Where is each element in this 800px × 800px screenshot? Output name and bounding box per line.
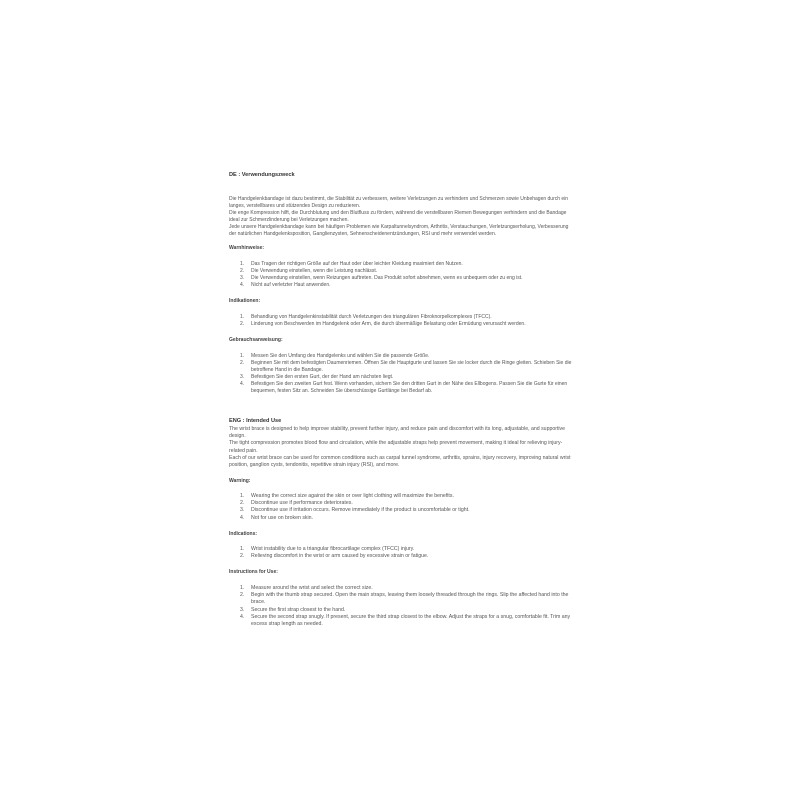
list-item: 1. Messen Sie den Umfang des Handgelenks und wählen Sie die passende Größe.	[240, 353, 430, 359]
list-item-text: Wrist instability due to a triangular fibrocartilage complex (TFCC) injury.	[251, 546, 415, 552]
en-intro-paragraph: The tight compression promotes blood flow and circulation, while the adjustable straps help prevent movement, making it ideal for relieving injury-related pain.	[229, 440, 563, 454]
en-section-title: ENG : Intended Use	[229, 418, 282, 424]
de-intro-paragraph: Jede unsere Handgelenkbandage kann bei häufigen Problemen wie Karpaltunnelsyndrom, Arthritis, Verstauchungen, Verletzungserholung, Verbesserung der natürlichen Handgelenksposition, Ganglienzysten, Sehnenscheidenentzündungen, RSI und mehr verwendet werden.	[229, 224, 569, 237]
de-intro-paragraph: Die enge Kompression hilft, die Durchblutung und den Blutfluss zu fördern, während die verstellbaren Riemen Bewegungen verhindern und die Bandage ideal zur Schmerzlinderung bei Verletzungen machen.	[229, 210, 567, 223]
list-item-text: Befestigen Sie den ersten Gurt, der der Hand am nächsten liegt.	[251, 374, 394, 380]
list-item: 1. Wrist instability due to a triangular fibrocartilage complex (TFCC) injury.	[240, 546, 415, 552]
de-warnings-heading: Warnhinweise:	[229, 245, 265, 251]
de-instructions-list	[229, 353, 574, 395]
list-item: 1. Das Tragen der richtigen Größe auf der Haut oder über leichter Kleidung maximiert den Nutzen.	[240, 261, 463, 267]
list-item: 4. Not for use on broken skin.	[240, 514, 313, 521]
list-item: 2. Relieving discomfort in the wrist or arm caused by excessive strain or fatigue.	[240, 553, 429, 560]
list-item-text: Die Verwendung einstellen, wenn die Leistung nachlässt.	[251, 268, 378, 274]
list-item: 2. Linderung von Beschwerden im Handgelenk oder Arm, die durch übermäßige Belastung oder Ermüdung verursacht werden.	[240, 321, 526, 327]
en-instructions-list	[229, 585, 574, 628]
en-warning-heading: Warning:	[229, 478, 251, 484]
list-item-text: Behandlung von Handgelenkinstabilität durch Verletzungen des triangulären Fibroknorpelkomplexes (TFCC).	[251, 314, 492, 320]
list-item: 3. Befestigen Sie den ersten Gurt, der der Hand am nächsten liegt.	[240, 374, 394, 380]
list-item-text: Discontinue use if irritation occurs. Remove immediately if the product is uncomfortable or tight.	[251, 507, 470, 514]
list-item: 1. Wearing the correct size against the skin or over light clothing will maximize the benefits.	[240, 493, 454, 499]
en-intro-paragraph: Each of our wrist brace can be used for common conditions such as carpal tunnel syndrome, arthritis, sprains, injury recovery, improving natural wrist position, ganglion cysts, tendonitis, repetitive strain injury (RSI), and more.	[229, 454, 571, 469]
list-item-text: Wearing the correct size against the skin or over light clothing will maximize the benefits.	[251, 493, 454, 499]
en-intro-paragraph: The wrist brace is designed to help improve stability, prevent further injury, and reduce pain and discomfort with its long, adjustable, and supportive design.	[229, 426, 566, 440]
list-item-text: Linderung von Beschwerden im Handgelenk oder Arm, die durch übermäßige Belastung oder Ermüdung verursacht werden.	[251, 321, 526, 327]
en-indications-list	[229, 546, 574, 560]
list-item: 1. Measure around the wrist and select the correct size.	[240, 585, 373, 591]
list-item: 2. Die Verwendung einstellen, wenn die Leistung nachlässt.	[240, 268, 378, 274]
list-item: 4. Secure the second strap snugly. If present, secure the third strap closest to the elbow. Adjust the straps for a snug, comfortable fit. Trim any excess strap length as needed.	[240, 613, 571, 628]
de-intro	[229, 196, 574, 238]
list-item-text: Discontinue use if performance deteriorates.	[251, 500, 353, 507]
list-item-text: Begin with the thumb strap secured. Open the main straps, leaving them loosely threaded through the rings. Slip the affected hand into the brace.	[251, 592, 569, 606]
list-item-text: Die Verwendung einstellen, wenn Reizungen auftreten. Das Produkt sofort abnehmen, wenn es unbequem oder zu eng ist.	[251, 275, 523, 281]
de-indications-list	[229, 314, 574, 328]
list-item-text: Relieving discomfort in the wrist or arm caused by excessive strain or fatigue.	[251, 553, 429, 560]
list-item-text: Nicht auf verletzter Haut anwenden.	[251, 282, 331, 288]
de-warnings-list	[229, 261, 574, 289]
en-intro	[229, 426, 574, 469]
list-item: 1. Behandlung von Handgelenkinstabilität durch Verletzungen des triangulären Fibroknorpelkomplexes (TFCC).	[240, 314, 492, 320]
en-indications-heading: Indications:	[229, 531, 258, 537]
de-indications-heading: Indikationen:	[229, 298, 261, 304]
list-item-text: Messen Sie den Umfang des Handgelenks und wählen Sie die passende Größe.	[251, 353, 430, 359]
de-section-title: DE : Verwendungszweck	[229, 172, 295, 178]
de-intro-paragraph: Die Handgelenkbandage ist dazu bestimmt, die Stabilität zu verbessern, weitere Verletzungen zu verhindern und Schmerzen sowie Unbehagen durch ein langes, verstellbares und stützendes Design zu reduzieren.	[229, 196, 569, 209]
en-warnings-list	[229, 493, 574, 522]
list-item-text: Secure the first strap closest to the hand.	[251, 606, 346, 613]
list-item: 3. Die Verwendung einstellen, wenn Reizungen auftreten. Das Produkt sofort abnehmen, wenn es unbequem oder zu eng ist.	[240, 275, 523, 281]
list-item: 3. Secure the first strap closest to the hand.	[240, 606, 346, 613]
list-item-text: Das Tragen der richtigen Größe auf der Haut oder über leichter Kleidung maximiert den Nutzen.	[251, 261, 463, 267]
list-item: 2. Beginnen Sie mit dem befestigten Daumenriemen. Öffnen Sie die Hauptgurte und lassen Sie sie locker durch die Ringe gleiten. Schieben Sie die betroffene Hand in die Bandage.	[240, 360, 572, 373]
list-item-text: Befestigen Sie den zweiten Gurt fest. Wenn vorhanden, sichern Sie den dritten Gurt in der Nähe des Ellbogens. Passen Sie die Gurte für einen bequemen, festen Sitz an. Schneiden Sie überschüssige Gurtlänge bei Bedarf ab.	[251, 381, 568, 394]
list-item-text: Beginnen Sie mit dem befestigten Daumenriemen. Öffnen Sie die Hauptgurte und lassen Sie sie locker durch die Ringe gleiten. Schieben Sie die betroffene Hand in die Bandage.	[251, 360, 572, 373]
list-item-text: Not for use on broken skin.	[251, 514, 313, 521]
list-item: 2. Begin with the thumb strap secured. Open the main straps, leaving them loosely threaded through the rings. Slip the affected hand into the brace.	[240, 592, 569, 606]
list-item: 2. Discontinue use if performance deteriorates.	[240, 500, 353, 507]
list-item: 4. Nicht auf verletzter Haut anwenden.	[240, 282, 331, 288]
list-item-text: Measure around the wrist and select the correct size.	[251, 585, 373, 591]
de-instructions-heading: Gebrauchsanweisung:	[229, 337, 283, 343]
list-item: 4. Befestigen Sie den zweiten Gurt fest. Wenn vorhanden, sichern Sie den dritten Gurt in der Nähe des Ellbogens. Passen Sie die Gurte für einen bequemen, festen Sitz an. Schneiden Sie überschüssige Gurtlänge bei Bedarf ab.	[240, 381, 568, 394]
list-item-text: Secure the second strap snugly. If present, secure the third strap closest to the elbow. Adjust the straps for a snug, comfortable fit. Trim any excess strap length as needed.	[251, 613, 571, 628]
list-item: 3. Discontinue use if irritation occurs. Remove immediately if the product is uncomfortable or tight.	[240, 507, 470, 514]
en-instructions-heading: Instructions for Use:	[229, 569, 278, 575]
